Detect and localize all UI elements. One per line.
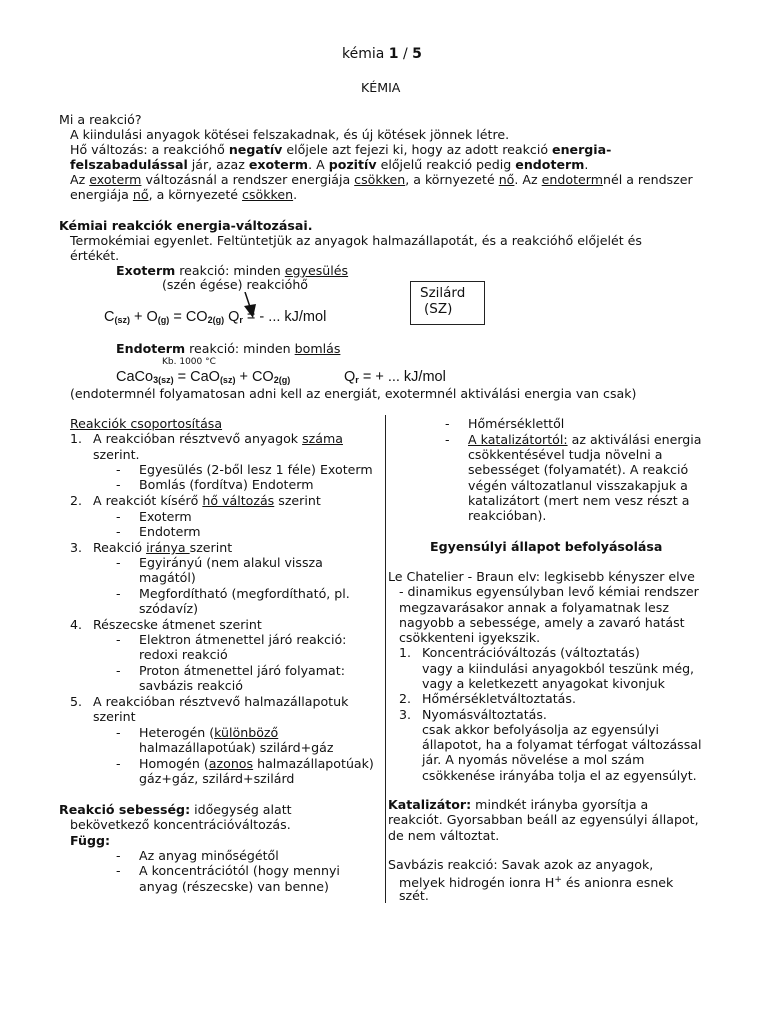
endoterm-line: Endoterm reakció: minden bomlás [116, 341, 341, 356]
solid-state-box [410, 281, 485, 325]
list-item-4: Részecske átmenet szerint [93, 617, 262, 632]
exoterm-line: Exoterm reakció: minden egyesülés [116, 263, 349, 278]
factor-pressure-cont: csak akkor befolyásolja az egyensúlyi [422, 722, 660, 737]
bullet-dash: - [445, 416, 450, 431]
exoterm-equation: $C_{(sz)} + O_{(g)} = CO_{2(g)}$ $Q_r$ = - ... kJ/mol [104, 309, 327, 325]
reaction-condition: Kb. 1000 °C [162, 357, 216, 367]
factor-pressure: Nyomásváltoztatás. [422, 707, 547, 722]
bullet-dash: - [116, 477, 121, 492]
sub-item: Egyesülés (2-ből lesz 1 féle) Exoterm [139, 462, 373, 477]
factor-pressure-cont: állapotot, ha a folyamat térfogat változással [422, 737, 702, 752]
bullet-dash: - [116, 863, 121, 878]
sub-item: Heterogén (különböző [139, 725, 279, 740]
energy-line-1: Termokémiai egyenlet. Feltüntetjük az anyagok halmazállapotát, és a reakcióhő előjelét és [70, 233, 642, 248]
factor-num-1: 1. [399, 645, 412, 660]
catalyst-definition-cont: de nem változtat. [388, 828, 500, 843]
list-item-5-cont: szerint [93, 709, 136, 724]
list-item-3-num: 3. [70, 540, 83, 555]
depends-item-cont: anyag (részecske) van benne) [139, 879, 329, 894]
acid-base-definition-cont: melyek hidrogén ionra H+ és anionra esnek [399, 875, 674, 891]
box-label: Szilárd [420, 285, 466, 301]
factor-catalyst-cont: csökkentésével tudja növelni a [468, 447, 663, 462]
energy-heading: Kémiai reakciók energia-változásai. [59, 218, 313, 233]
sub-item: Exoterm [139, 509, 192, 524]
speed-definition: Reakció sebesség: időegység alatt [59, 802, 292, 817]
speed-definition-cont: bekövetkező koncentrációváltozás. [70, 817, 291, 832]
sub-item-cont: savbázis reakció [139, 678, 243, 693]
factor-num-2: 2. [399, 691, 412, 706]
energy-line-2: értékét. [70, 248, 120, 263]
list-item-3: Reakció iránya szerint [93, 540, 233, 555]
factor-catalyst-cont: reakcióban). [468, 508, 547, 523]
factor-concentration-cont: vagy a kiindulási anyagokból teszünk még, [422, 661, 695, 676]
box-abbrev: (SZ) [424, 301, 453, 317]
page-current: 1 [388, 46, 399, 62]
bullet-dash: - [116, 524, 121, 539]
bullet-dash: - [116, 555, 121, 570]
factor-temperature-change: Hőmérsékletváltoztatás. [422, 691, 576, 706]
intro-line-3: felszabadulással jár, azaz exoterm. A pozitív előjelű reakció pedig endoterm. [70, 157, 589, 172]
sub-item: Homogén (azonos halmazállapotúak) [139, 756, 374, 771]
bullet-dash: - [116, 462, 121, 477]
energy-note: (endotermnél folyamatosan adni kell az energiát, exotermnél aktiválási energia van csak) [70, 386, 637, 401]
depends-label: Függ: [70, 833, 111, 848]
factor-temperature: Hőmérséklettől [468, 416, 565, 431]
factor-pressure-cont: csökkenése irányába tolja el az egyensúlyt. [422, 768, 697, 783]
sub-item: Egyirányú (nem alakul vissza [139, 555, 323, 570]
bullet-dash: - [116, 663, 121, 678]
groups-title: Reakciók csoportosítása [70, 416, 223, 431]
acid-base-definition-cont: szét. [399, 888, 429, 903]
factor-concentration-cont: vagy a keletkezett anyagokat kivonjuk [422, 676, 665, 691]
sub-item-cont: halmazállapotúak) szilárd+gáz [139, 740, 334, 755]
column-divider [385, 415, 386, 903]
list-item-1-cont: szerint. [93, 447, 140, 462]
intro-line-5: energiája nő, a környezeté csökken. [70, 187, 298, 202]
list-item-5-num: 5. [70, 694, 83, 709]
intro-line-2: Hő változás: a reakcióhő negatív előjele azt fejezi ki, hogy az adott reakció energia- [70, 142, 612, 157]
depends-item: A koncentrációtól (hogy mennyi [139, 863, 340, 878]
factor-concentration: Koncentrációváltozás (változtatás) [422, 645, 640, 660]
sub-item: Bomlás (fordítva) Endoterm [139, 477, 314, 492]
catalyst-definition: Katalizátor: mindkét irányba gyorsítja a [388, 797, 649, 812]
le-chatelier-line: megzavarásakor annak a folyamatnak lesz [399, 600, 669, 615]
intro-question: Mi a reakció? [59, 112, 142, 127]
factor-catalyst: A katalizátortól: az aktiválási energia [468, 432, 702, 447]
factor-pressure-cont: jár. A nyomás növelése a mol szám [422, 752, 645, 767]
bullet-dash: - [116, 632, 121, 647]
sub-item: Megfordítható (megfordítható, pl. [139, 586, 350, 601]
equilibrium-title: Egyensúlyi állapot befolyásolása [430, 539, 663, 554]
doc-title: KÉMIA [361, 80, 401, 95]
intro-line-4: Az exoterm változásnál a rendszer energiája csökken, a környezeté nő. Az endotermnél a rendszer [70, 172, 693, 187]
sub-item-cont: redoxi reakció [139, 647, 228, 662]
bullet-dash: - [116, 756, 121, 771]
list-item-2: A reakciót kísérő hő változás szerint [93, 493, 321, 508]
bullet-dash: - [116, 848, 121, 863]
exoterm-sub: (szén égése) reakcióhő [162, 277, 309, 292]
page-number [342, 46, 422, 62]
list-item-2-num: 2. [70, 493, 83, 508]
le-chatelier-line: - dinamikus egyensúlyban levő kémiai rendszer [399, 584, 699, 599]
list-item-4-num: 4. [70, 617, 83, 632]
sub-item-cont: magától) [139, 570, 196, 585]
bullet-dash: - [116, 586, 121, 601]
endoterm-equation: CaCo$_{3(sz)}$ = $CaO_{(sz)} + CO_{2(g)}$ [116, 369, 291, 385]
list-item-5: A reakcióban résztvevő halmazállapotuk [93, 694, 349, 709]
catalyst-definition-cont: reakciót. Gyorsabban beáll az egyensúlyi állapot, [388, 812, 699, 827]
sub-item: Proton átmenettel járó folyamat: [139, 663, 345, 678]
endoterm-heat: $Q_r$ = + ... kJ/mol [344, 369, 446, 385]
factor-catalyst-cont: sebességet (folyamatét). A reakció [468, 462, 689, 477]
le-chatelier-line: Le Chatelier - Braun elv: legkisebb kényszer elve [388, 569, 695, 584]
sub-item-cont: gáz+gáz, szilárd+szilárd [139, 771, 295, 786]
page-total: 5 [412, 46, 422, 62]
acid-base-definition: Savbázis reakció: Savak azok az anyagok, [388, 857, 654, 872]
factor-catalyst-cont: végén változatlanul visszakapjuk a [468, 478, 688, 493]
sub-item: Endoterm [139, 524, 201, 539]
sub-item: Elektron átmenettel járó reakció: [139, 632, 347, 647]
le-chatelier-line: nagyobb a sebessége, amely a zavaró hatást [399, 615, 685, 630]
bullet-dash: - [116, 725, 121, 740]
list-item-1: A reakcióban résztvevő anyagok száma [93, 431, 343, 446]
list-item-1-num: 1. [70, 431, 83, 446]
bullet-dash: - [445, 432, 450, 447]
page-separator: / [402, 46, 408, 62]
factor-catalyst-cont: katalizátort (mert nem vesz részt a [468, 493, 690, 508]
factor-num-3: 3. [399, 707, 412, 722]
sub-item-cont: szódavíz) [139, 601, 199, 616]
page-label: kémia [342, 46, 385, 62]
depends-item: Az anyag minőségétől [139, 848, 279, 863]
intro-line-1: A kiindulási anyagok kötései felszakadnak, és új kötések jönnek létre. [70, 127, 510, 142]
bullet-dash: - [116, 509, 121, 524]
le-chatelier-line: csökkenteni igyekszik. [399, 630, 541, 645]
